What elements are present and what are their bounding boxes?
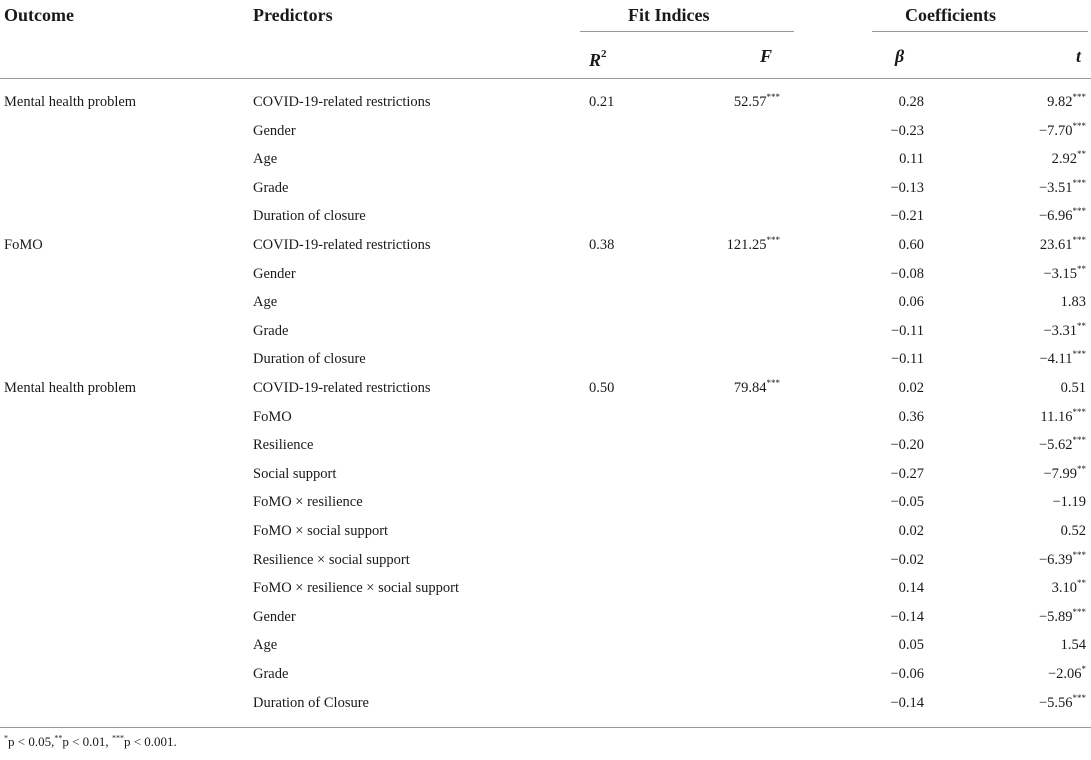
cell-beta: −0.14: [890, 695, 924, 711]
header-r-squared: $R^2$: [589, 48, 607, 70]
cell-predictor: FoMO: [253, 409, 292, 425]
cell-beta: −0.20: [890, 437, 924, 453]
cell-predictor: Social support: [253, 466, 337, 482]
cell-outcome: Mental health problem: [4, 380, 137, 396]
cell-t-value: −6.96***: [1038, 206, 1086, 224]
fit-indices-underline: [580, 31, 794, 32]
cell-beta: 0.05: [898, 637, 924, 653]
cell-predictor: Resilience: [253, 437, 314, 453]
header-f: F: [760, 46, 773, 66]
cell-predictor: Duration of closure: [253, 208, 366, 224]
cell-predictor: Grade: [253, 666, 289, 682]
cell-beta: 0.36: [898, 409, 924, 425]
cell-predictor: Gender: [253, 123, 296, 139]
cell-predictor: Duration of Closure: [253, 695, 369, 711]
cell-t-value: −7.70***: [1038, 121, 1086, 139]
cell-beta: 0.06: [898, 294, 924, 310]
cell-beta: 0.28: [898, 94, 924, 110]
cell-predictor: FoMO × resilience: [253, 494, 363, 510]
cell-predictor: Grade: [253, 180, 289, 196]
cell-predictor: Age: [253, 151, 278, 167]
cell-r-squared: 0.38: [589, 237, 615, 253]
cell-predictor: COVID-19-related restrictions: [253, 237, 431, 253]
cell-predictor: Duration of closure: [253, 351, 366, 367]
cell-r-squared: 0.50: [589, 380, 615, 396]
cell-beta: 0.02: [898, 523, 924, 539]
cell-beta: −0.23: [890, 123, 924, 139]
cell-beta: −0.13: [890, 180, 924, 196]
cell-predictor: Gender: [253, 609, 296, 625]
cell-f-value: 79.84***: [733, 378, 780, 396]
cell-predictor: Age: [253, 294, 278, 310]
cell-t-value: 11.16***: [1040, 407, 1086, 425]
cell-beta: −0.02: [890, 552, 924, 568]
cell-t-value: −7.99**: [1043, 464, 1086, 482]
cell-t-value: −2.06*: [1047, 664, 1086, 682]
cell-t-value: 1.54: [1060, 637, 1086, 653]
cell-t-value: −5.56***: [1038, 693, 1086, 711]
cell-t-value: −3.51***: [1038, 178, 1086, 196]
cell-r-squared: 0.21: [589, 94, 615, 110]
cell-beta: −0.11: [890, 323, 924, 339]
cell-beta: −0.14: [890, 609, 924, 625]
header-t: t: [1076, 46, 1082, 66]
cell-t-value: 23.61***: [1039, 235, 1086, 253]
cell-outcome: FoMO: [4, 237, 43, 253]
cell-predictor: FoMO × resilience × social support: [253, 580, 460, 596]
cell-outcome: Mental health problem: [4, 94, 137, 110]
cell-predictor: COVID-19-related restrictions: [253, 94, 431, 110]
cell-t-value: −3.31**: [1043, 321, 1086, 339]
cell-beta: −0.05: [890, 494, 924, 510]
cell-t-value: −5.89***: [1038, 607, 1086, 625]
cell-t-value: 2.92**: [1051, 149, 1086, 167]
cell-predictor: Resilience × social support: [253, 552, 410, 568]
cell-beta: 0.14: [898, 580, 924, 596]
cell-f-value: 121.25***: [726, 235, 780, 253]
header-beta: β: [895, 46, 905, 66]
cell-t-value: −6.39***: [1038, 550, 1086, 568]
header-fit-indices: Fit Indices: [628, 5, 710, 25]
cell-beta: 0.02: [898, 380, 924, 396]
cell-beta: −0.06: [890, 666, 924, 682]
cell-t-value: 9.82***: [1047, 92, 1086, 110]
cell-t-value: −4.11***: [1039, 349, 1086, 367]
header-coefficients: Coefficients: [905, 5, 996, 25]
header-rule: [0, 78, 1091, 79]
cell-beta: 0.11: [899, 151, 924, 167]
cell-predictor: Gender: [253, 266, 296, 282]
header-predictors: Predictors: [253, 5, 333, 25]
cell-t-value: −3.15**: [1043, 264, 1086, 282]
cell-predictor: FoMO × social support: [253, 523, 389, 539]
cell-predictor: Age: [253, 637, 278, 653]
header-outcome: Outcome: [4, 5, 74, 25]
table-bottom-rule: [0, 727, 1091, 728]
cell-predictor: Grade: [253, 323, 289, 339]
coefficients-underline: [872, 31, 1088, 32]
significance-footnote: *p < 0.05,**p < 0.01, ***p < 0.001.: [4, 733, 177, 749]
cell-t-value: −1.19: [1052, 494, 1086, 510]
cell-predictor: COVID-19-related restrictions: [253, 380, 431, 396]
cell-t-value: 0.52: [1060, 523, 1086, 539]
cell-t-value: 1.83: [1060, 294, 1086, 310]
cell-beta: −0.27: [890, 466, 924, 482]
cell-t-value: −5.62***: [1038, 435, 1086, 453]
cell-t-value: 3.10**: [1051, 578, 1086, 596]
cell-beta: −0.11: [890, 351, 924, 367]
cell-f-value: 52.57***: [733, 92, 780, 110]
cell-beta: −0.21: [890, 208, 924, 224]
cell-beta: 0.60: [898, 237, 924, 253]
cell-t-value: 0.51: [1060, 380, 1086, 396]
cell-beta: −0.08: [890, 266, 924, 282]
